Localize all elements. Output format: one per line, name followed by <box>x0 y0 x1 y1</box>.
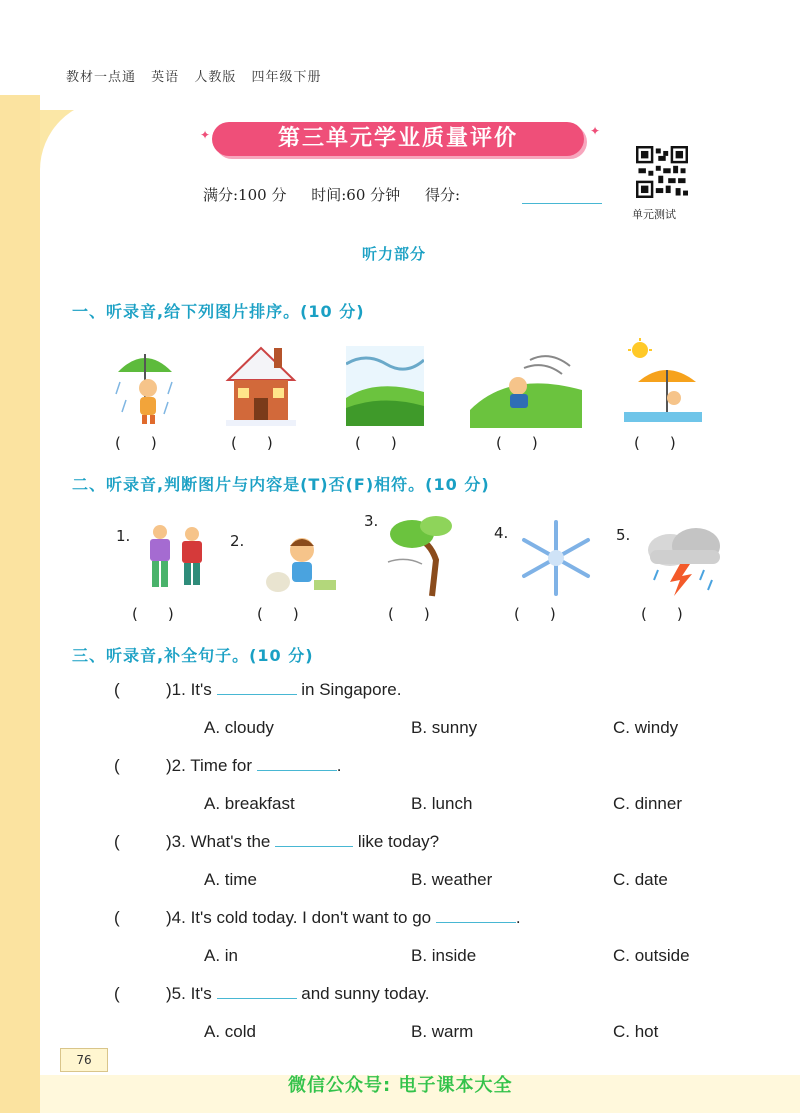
answer-blank[interactable] <box>217 680 297 695</box>
q1-answer-4[interactable]: ( ) <box>496 434 538 452</box>
score-blank[interactable] <box>522 203 602 204</box>
answer-bracket[interactable]: ( <box>114 832 120 851</box>
q3-3-option-a[interactable]: A. time <box>204 870 257 889</box>
q3-3-option-b[interactable]: B. weather <box>411 870 493 889</box>
score-line <box>203 184 460 205</box>
question-text-before: It's cold today. I don't want to go <box>190 908 432 927</box>
q3-heading: 三、听录音,补全句子。(10 分) <box>72 646 314 665</box>
question-number: )1. <box>166 680 186 699</box>
question-text-after: . <box>336 756 342 775</box>
full-score: 满分:100 分 <box>203 186 287 204</box>
q2-answer-4[interactable]: ( ) <box>514 605 556 623</box>
sunny-beach-picture <box>624 338 702 424</box>
title-banner <box>212 122 584 156</box>
answer-bracket[interactable]: ( <box>114 756 120 775</box>
question-text-before: Time for <box>190 756 252 775</box>
q3-4-option-b[interactable]: B. inside <box>411 946 477 965</box>
q1-answer-1[interactable]: ( ) <box>115 434 157 452</box>
q3-1-option-b[interactable]: B. sunny <box>411 718 478 737</box>
q1-answer-2[interactable]: ( ) <box>231 434 273 452</box>
question-number: )3. <box>166 832 186 851</box>
answer-bracket[interactable]: ( <box>114 984 120 1003</box>
q3-2-option-b[interactable]: B. lunch <box>411 794 473 813</box>
two-children-cold-picture <box>140 522 212 594</box>
question-text-after: . <box>515 908 521 927</box>
question-text-before: It's <box>190 984 212 1003</box>
answer-blank[interactable] <box>257 756 337 771</box>
q3-question-2 <box>114 756 341 776</box>
q3-question-1 <box>114 680 401 700</box>
question-text-after: in Singapore. <box>301 680 402 699</box>
book-name: 教材一点通 <box>66 70 137 85</box>
q3-2-option-c[interactable]: C. dinner <box>613 794 682 813</box>
q2-number-3: 3. <box>364 512 379 530</box>
q3-4-option-a[interactable]: A. in <box>204 946 239 965</box>
q2-answer-5[interactable]: ( ) <box>641 605 683 623</box>
q3-4-option-c[interactable]: C. outside <box>613 946 690 965</box>
storm-cloud-picture <box>640 522 726 598</box>
answer-bracket[interactable]: ( <box>114 680 120 699</box>
q3-question-3 <box>114 832 439 852</box>
q2-answer-3[interactable]: ( ) <box>388 605 430 623</box>
q2-number-4: 4. <box>494 524 509 542</box>
q3-2-option-a[interactable]: A. breakfast <box>204 794 295 813</box>
page-title: 第三单元学业质量评价 <box>277 126 518 151</box>
footer-watermark: 微信公众号: 电子课本大全 <box>288 1075 513 1096</box>
question-number: )2. <box>166 756 186 775</box>
q3-question-4 <box>114 908 521 928</box>
page-edge <box>0 95 40 1113</box>
answer-bracket[interactable]: ( <box>114 908 120 927</box>
score-label: 得分: <box>424 186 460 204</box>
question-number: )4. <box>166 908 186 927</box>
q2-number-2: 2. <box>230 532 245 550</box>
windy-tree-picture <box>386 512 464 598</box>
answer-blank[interactable] <box>436 908 516 923</box>
question-text-after: like today? <box>357 832 440 851</box>
time-limit: 时间:60 分钟 <box>311 186 401 204</box>
snowy-house-picture <box>222 340 300 428</box>
boy-playing-picture <box>258 530 344 598</box>
windy-hills-picture <box>346 346 424 426</box>
q2-answer-1[interactable]: ( ) <box>132 605 174 623</box>
q2-answer-2[interactable]: ( ) <box>257 605 299 623</box>
q3-5-option-a[interactable]: A. cold <box>204 1022 256 1041</box>
q2-heading: 二、听录音,判断图片与内容是(T)否(F)相符。(10 分) <box>72 475 490 494</box>
rain-umbrella-girl-picture <box>112 342 178 428</box>
sparkle-icon: ✦ <box>590 124 601 138</box>
q1-answer-5[interactable]: ( ) <box>634 434 676 452</box>
answer-blank[interactable] <box>217 984 297 999</box>
book-header <box>66 66 331 85</box>
question-text-after: and sunny today. <box>301 984 430 1003</box>
edition: 人教版 <box>194 70 237 85</box>
answer-blank[interactable] <box>275 832 353 847</box>
page-number: 76 <box>60 1048 108 1072</box>
qr-code-icon[interactable] <box>636 146 688 198</box>
q3-5-option-b[interactable]: B. warm <box>411 1022 474 1041</box>
qr-label: 单元测试 <box>632 208 676 221</box>
top-band <box>0 0 800 110</box>
q2-number-1: 1. <box>116 527 131 545</box>
q2-number-5: 5. <box>616 526 631 544</box>
q3-1-option-a[interactable]: A. cloudy <box>204 718 274 737</box>
q3-question-5 <box>114 984 429 1004</box>
snowflake-picture <box>518 518 594 598</box>
q3-1-option-c[interactable]: C. windy <box>613 718 679 737</box>
sparkle-icon: ✦ <box>200 128 211 142</box>
question-number: )5. <box>166 984 186 1003</box>
q3-3-option-c[interactable]: C. date <box>613 870 668 889</box>
q3-5-option-c[interactable]: C. hot <box>613 1022 659 1041</box>
section-title: 听力部分 <box>362 245 427 263</box>
question-text-before: It's <box>190 680 212 699</box>
q1-heading: 一、听录音,给下列图片排序。(10 分) <box>72 302 365 321</box>
question-text-before: What's the <box>190 832 271 851</box>
subject: 英语 <box>151 70 180 85</box>
boy-in-wind-picture <box>470 350 582 428</box>
grade: 四年级下册 <box>251 70 322 85</box>
q1-answer-3[interactable]: ( ) <box>355 434 397 452</box>
